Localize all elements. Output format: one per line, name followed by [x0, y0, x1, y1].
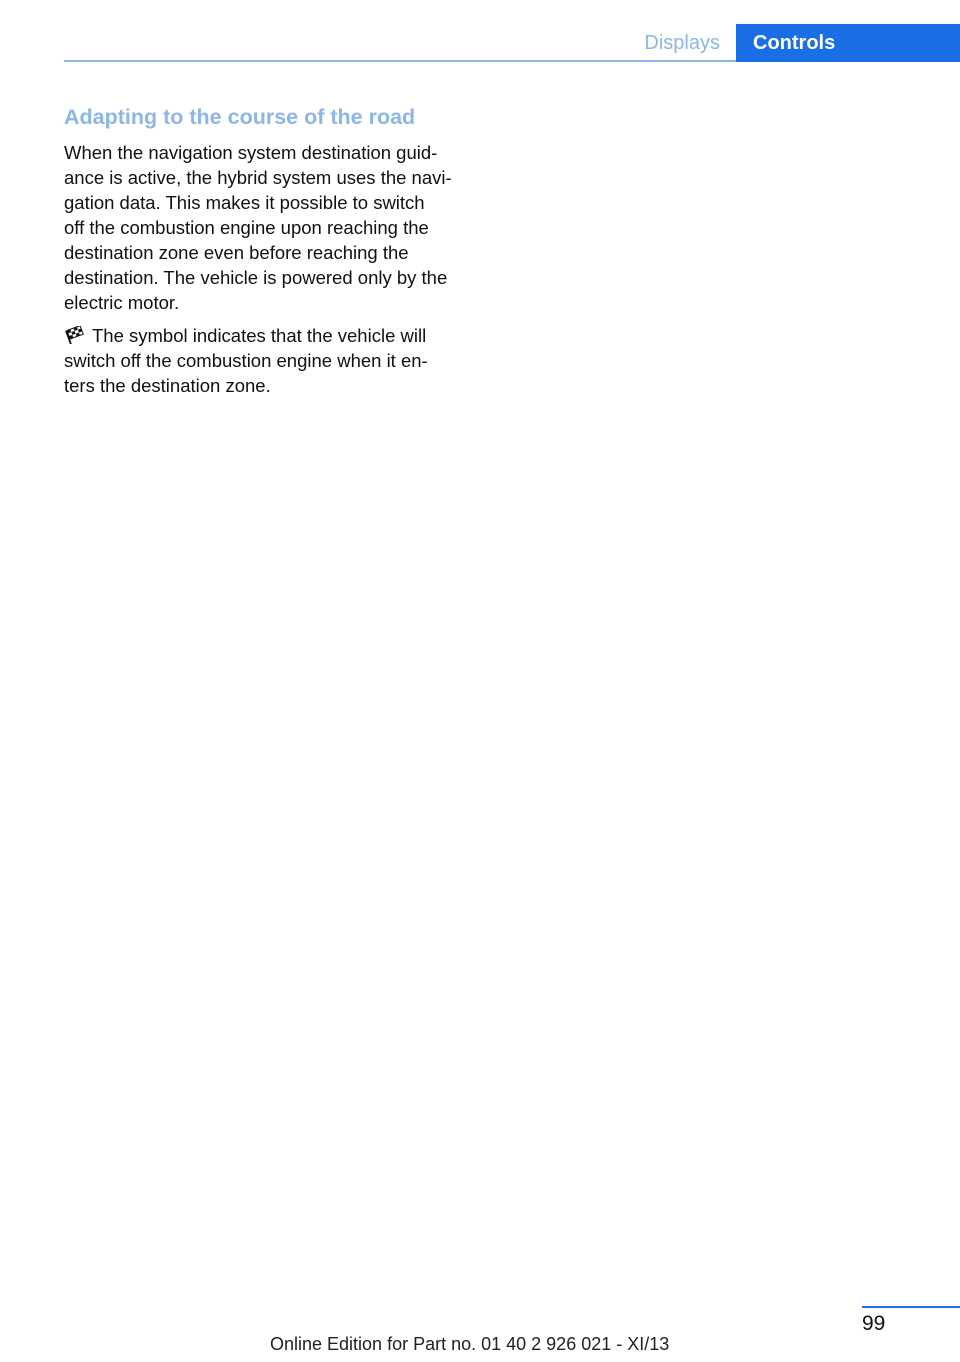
symbol-description-start: The symbol indicates that the vehicle will [92, 325, 427, 346]
paragraph-symbol [64, 323, 484, 398]
footer-rule [862, 1306, 960, 1308]
text-line: ance is active, the hybrid system uses the navi‐ [64, 167, 452, 188]
header-section-label: Displays [644, 32, 720, 54]
text-line: switch off the combustion engine when it en‐ [64, 350, 428, 371]
header-chapter-tab: Controls [736, 24, 960, 62]
paragraph-navigation [64, 140, 484, 315]
text-line: destination. The vehicle is powered only by the [64, 267, 448, 288]
text-line-with-symbol [64, 323, 484, 348]
page-number: 99 [862, 1312, 886, 1335]
text-line: off the combustion engine upon reaching the [64, 217, 429, 238]
text-line: ters the destination zone. [64, 375, 271, 396]
text-line: destination zone even before reaching the [64, 242, 409, 263]
text-line: electric motor. [64, 292, 180, 313]
main-content [64, 100, 484, 406]
footer-edition: Online Edition for Part no. 01 40 2 926 021 - XI/13 [270, 1334, 670, 1354]
destination-flag-icon [64, 325, 86, 343]
text-line: When the navigation system destination guid‐ [64, 142, 438, 163]
text-line: gation data. This makes it possible to switch [64, 192, 425, 213]
section-heading: Adapting to the course of the road [64, 105, 416, 129]
